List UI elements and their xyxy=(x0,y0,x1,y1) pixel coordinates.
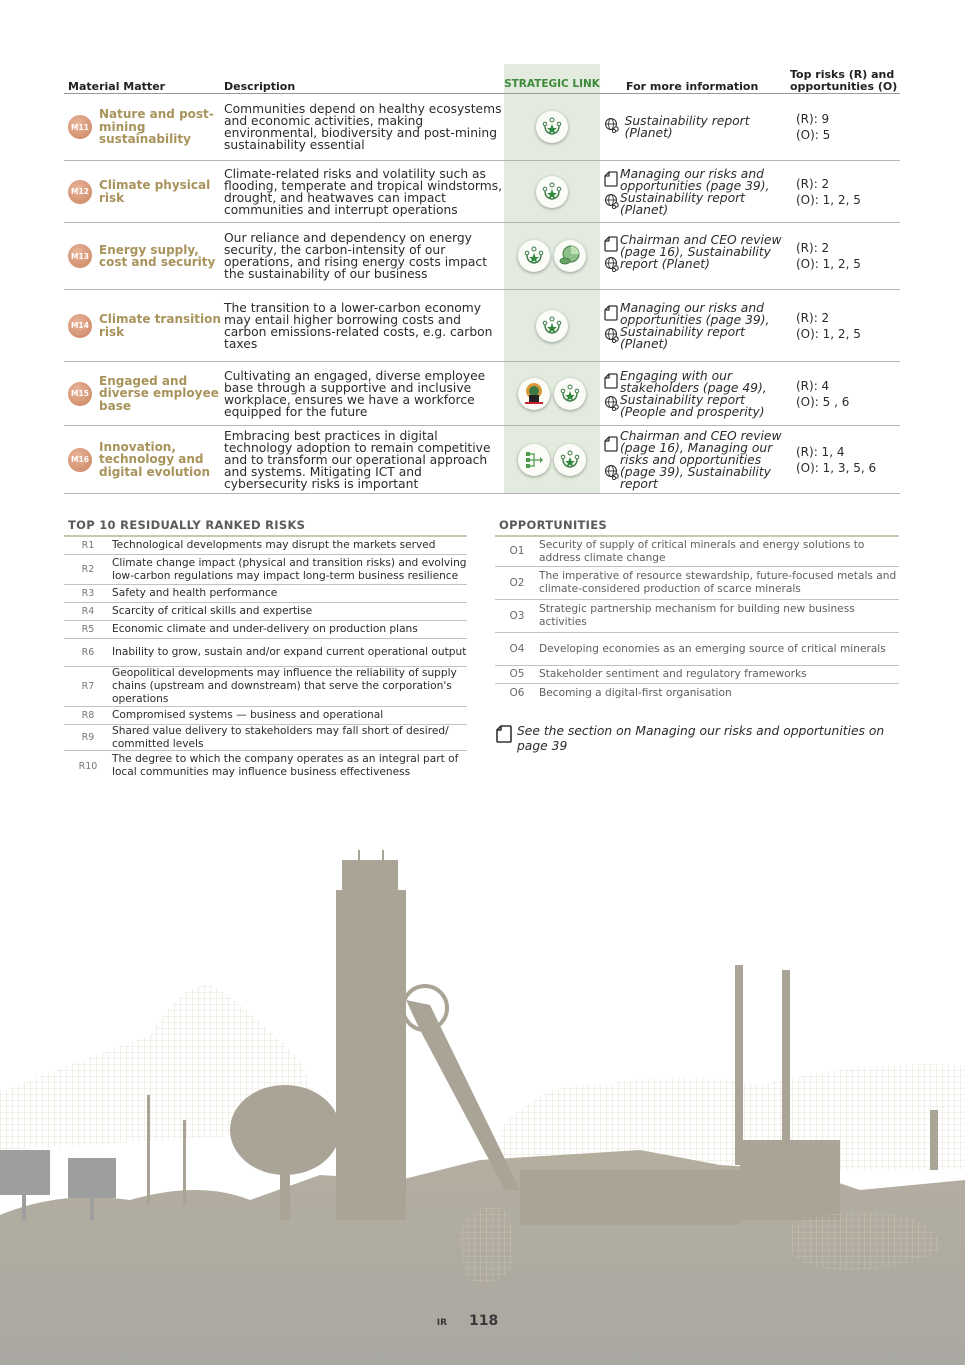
risk-text: Economic climate and under-delivery on production plans xyxy=(112,623,418,635)
opportunities-section xyxy=(495,518,899,754)
table-row xyxy=(64,161,900,223)
top-risks-cell xyxy=(790,111,900,143)
more-info-text[interactable]: Engaging with our stakeholders (page 49), Sustainability report (People and prosperity) xyxy=(620,368,767,419)
risk-refs: (R): 9 xyxy=(796,112,830,126)
opportunity-refs: (O): 1, 2, 5 xyxy=(796,192,861,207)
document-icon xyxy=(604,305,620,325)
more-info-cell[interactable] xyxy=(600,234,790,278)
matter-title: Climate transition risk xyxy=(99,312,221,339)
risk-id: R7 xyxy=(81,681,95,692)
risk-id: R2 xyxy=(81,564,95,575)
document-icon xyxy=(604,373,620,393)
strategic-link-cell xyxy=(504,223,600,289)
strategic-link-cell xyxy=(504,426,600,493)
risk-id: R1 xyxy=(81,540,95,551)
opportunity-text: Strategic partnership mechanism for building new business activities xyxy=(539,603,855,628)
table-row xyxy=(64,223,900,290)
risk-id: R9 xyxy=(81,732,95,743)
strategic-link-cell xyxy=(504,94,600,160)
matter-title: Engaged and diverse employee base xyxy=(99,373,219,413)
opportunity-refs: (O): 1, 3, 5, 6 xyxy=(796,460,877,475)
globe-link-icon xyxy=(604,117,625,137)
network-flow-icon[interactable] xyxy=(518,444,550,476)
crown-star-icon[interactable] xyxy=(554,444,586,476)
matter-badge: M12 xyxy=(68,180,92,204)
risk-item xyxy=(64,603,467,621)
table-row xyxy=(64,426,900,494)
top-risks-cell xyxy=(790,378,900,410)
strategic-link-cell xyxy=(504,362,600,425)
more-info-cell[interactable] xyxy=(600,302,790,350)
more-info-text[interactable]: Sustainability report (Planet) xyxy=(624,114,750,140)
strategic-link-cell xyxy=(504,161,600,222)
risk-text: The degree to which the company operates as an integral part of local communities may influence business effectiveness xyxy=(112,753,459,778)
more-info-cell[interactable] xyxy=(600,168,790,216)
material-matter-cell xyxy=(64,108,224,146)
matter-description: Cultivating an engaged, diverse employee base through a supportive and inclusive workplace, ensures we have a workforce equipped for the future xyxy=(224,368,486,419)
risk-id: R10 xyxy=(78,760,98,772)
more-info-cell[interactable] xyxy=(600,115,790,139)
risk-refs: (R): 2 xyxy=(796,241,830,255)
opportunity-text: Stakeholder sentiment and regulatory frameworks xyxy=(539,668,807,680)
crown-star-icon[interactable] xyxy=(536,111,568,143)
opportunity-refs: (O): 5 xyxy=(796,128,831,142)
risk-text: Geopolitical developments may influence the reliability of supply chains (upstream and downstream) that serve the corporation's operations xyxy=(112,667,457,705)
opportunity-refs: (O): 1, 2, 5 xyxy=(796,257,861,271)
globe-link-icon xyxy=(604,327,620,347)
opportunity-id: O5 xyxy=(509,668,525,680)
info-icons xyxy=(604,370,620,418)
more-info-text[interactable]: Chairman and CEO review (page 16), Managing our risks and opportunities (page 39), Sustainability report xyxy=(620,428,782,491)
matter-badge: M16 xyxy=(68,448,92,472)
risk-text: Compromised systems — business and operational xyxy=(112,709,384,721)
more-info-cell[interactable] xyxy=(600,370,790,418)
risk-id: R3 xyxy=(81,588,95,599)
opportunity-id: O2 xyxy=(509,576,525,589)
more-info-cell[interactable] xyxy=(600,430,790,490)
info-icons xyxy=(604,430,620,490)
opportunity-id: O4 xyxy=(509,642,525,655)
table-row xyxy=(64,94,900,161)
risk-refs: (R): 4 xyxy=(796,378,830,393)
globe-link-icon xyxy=(604,395,620,415)
header-more-info: For more information xyxy=(626,80,759,93)
opportunity-item xyxy=(495,600,899,633)
material-matters-table xyxy=(64,64,900,494)
more-info-text[interactable]: Managing our risks and opportunities (page 39), Sustainability report (Planet) xyxy=(620,166,770,217)
matter-badge: M13 xyxy=(68,244,92,268)
material-matter-cell xyxy=(64,375,224,413)
material-matter-cell xyxy=(64,179,224,204)
risk-item xyxy=(64,751,467,781)
risk-text: Shared value delivery to stakeholders may fall short of desired/ committed levels xyxy=(112,724,449,750)
opportunity-text: Security of supply of critical minerals and energy solutions to address climate change xyxy=(539,538,865,564)
pie-coins-icon[interactable] xyxy=(554,240,586,272)
page-footer xyxy=(0,1313,965,1329)
risk-id: R6 xyxy=(81,647,95,658)
risk-text: Technological developments may disrupt the markets served xyxy=(112,539,436,551)
header-description: Description xyxy=(224,80,296,93)
more-info-text[interactable]: Managing our risks and opportunities (page 39), Sustainability report (Planet) xyxy=(620,300,770,351)
people-sun-icon[interactable] xyxy=(518,378,550,410)
table-row xyxy=(64,362,900,426)
matter-title: Energy supply, cost and security xyxy=(99,242,216,269)
info-icons xyxy=(604,302,620,350)
table-row xyxy=(64,290,900,362)
risk-item xyxy=(64,667,467,707)
risk-text: Climate change impact (physical and transition risks) and evolving low-carbon regulations may impact long-term business resilience xyxy=(112,556,467,582)
risk-id: R8 xyxy=(81,710,95,721)
risk-refs: (R): 2 xyxy=(796,310,830,325)
matter-badge: M14 xyxy=(68,314,92,338)
top-risks-section xyxy=(64,518,467,781)
matter-description: The transition to a lower-carbon economy may entail higher borrowing costs and carbon emissions-related costs, e.g. carbon taxes xyxy=(224,300,493,351)
crown-star-icon[interactable] xyxy=(518,240,550,272)
opportunity-item xyxy=(495,633,899,666)
crown-star-icon[interactable] xyxy=(554,378,586,410)
opportunity-item xyxy=(495,567,899,600)
more-info-text[interactable]: Chairman and CEO review (page 16), Sustainability report (Planet) xyxy=(620,233,782,271)
page-number: 118 xyxy=(469,1313,499,1329)
risk-item xyxy=(64,555,467,585)
see-more-note[interactable] xyxy=(495,724,899,754)
matter-badge: M15 xyxy=(68,382,92,406)
top-risks-cell xyxy=(790,444,900,476)
matter-title: Innovation, technology and digital evolution xyxy=(99,439,211,479)
top-risks-cell xyxy=(790,310,900,342)
matter-description: Our reliance and dependency on energy security, the carbon-intensity of our operations, and rising energy costs impact the sustainability of our business xyxy=(224,231,488,281)
header-top-risks: Top risks (R) and opportunities (O) xyxy=(790,68,898,93)
opportunity-item xyxy=(495,537,899,567)
matter-description: Communities depend on healthy ecosystems and economic activities, making environmental, biodiversity and post-mining sustainability essential xyxy=(224,102,502,152)
matter-description: Climate-related risks and volatility such as flooding, temperate and tropical windstorms, drought, and heatwaves can impact communities and interrupt operations xyxy=(224,166,503,217)
risk-item xyxy=(64,585,467,603)
risk-item xyxy=(64,537,467,555)
material-matter-cell xyxy=(64,313,224,338)
matter-badge: M11 xyxy=(68,115,92,139)
material-matter-cell xyxy=(64,441,224,479)
globe-link-icon xyxy=(604,464,620,484)
risk-item xyxy=(64,621,467,639)
crown-star-icon[interactable] xyxy=(536,310,568,342)
opportunity-text: The imperative of resource stewardship, future-focused metals and climate-considered production of scarce minerals xyxy=(539,570,897,595)
info-icons xyxy=(604,234,620,278)
document-icon xyxy=(604,436,620,456)
crown-star-icon[interactable] xyxy=(536,176,568,208)
risk-item xyxy=(64,725,467,751)
risks-title: TOP 10 RESIDUALLY RANKED RISKS xyxy=(64,518,467,537)
document-icon xyxy=(604,236,620,256)
risk-id: R5 xyxy=(81,624,95,635)
see-more-text: See the section on Managing our risks and opportunities on page 39 xyxy=(517,724,885,753)
document-icon xyxy=(495,724,513,754)
matter-description: Embracing best practices in digital technology adoption to remain competitive and to transform our operational approach and systems. Mitigating ICT and cybersecurity risks is important xyxy=(224,428,491,491)
risk-refs: (R): 2 xyxy=(796,176,830,191)
risk-refs: (R): 1, 4 xyxy=(796,444,845,459)
top-risks-cell xyxy=(790,176,900,208)
strategic-link-cell xyxy=(504,290,600,361)
globe-link-icon xyxy=(604,256,620,276)
matter-title: Climate physical risk xyxy=(99,178,211,205)
opportunity-id: O3 xyxy=(509,609,525,622)
header-strategic-link: STRATEGIC LINK xyxy=(504,64,600,93)
mining-landscape-illustration xyxy=(0,830,965,1365)
matter-title: Nature and post-mining sustainability xyxy=(99,107,214,147)
risk-text: Inability to grow, sustain and/or expand current operational output xyxy=(112,646,467,658)
opportunity-text: Becoming a digital-first organisation xyxy=(539,686,732,699)
opportunity-item xyxy=(495,666,899,684)
footer-label: IR xyxy=(436,1318,448,1328)
info-icons xyxy=(604,168,620,216)
top-risks-cell xyxy=(790,240,900,272)
table-header xyxy=(64,64,900,94)
risk-text: Safety and health performance xyxy=(112,587,278,599)
opportunity-item xyxy=(495,684,899,702)
document-icon xyxy=(604,171,620,191)
opportunity-refs: (O): 5 , 6 xyxy=(796,394,850,409)
opportunity-id: O1 xyxy=(509,545,525,557)
opportunity-refs: (O): 1, 2, 5 xyxy=(796,326,861,341)
risk-text: Scarcity of critical skills and expertise xyxy=(112,605,313,617)
opportunity-id: O6 xyxy=(509,686,525,699)
header-material-matter: Material Matter xyxy=(68,80,166,93)
opportunities-title: OPPORTUNITIES xyxy=(495,518,899,537)
opportunity-text: Developing economies as an emerging source of critical minerals xyxy=(539,642,886,655)
risk-item xyxy=(64,639,467,667)
risk-id: R4 xyxy=(81,606,95,617)
info-icons xyxy=(604,115,625,139)
material-matter-cell xyxy=(64,244,224,269)
globe-link-icon xyxy=(604,193,620,213)
